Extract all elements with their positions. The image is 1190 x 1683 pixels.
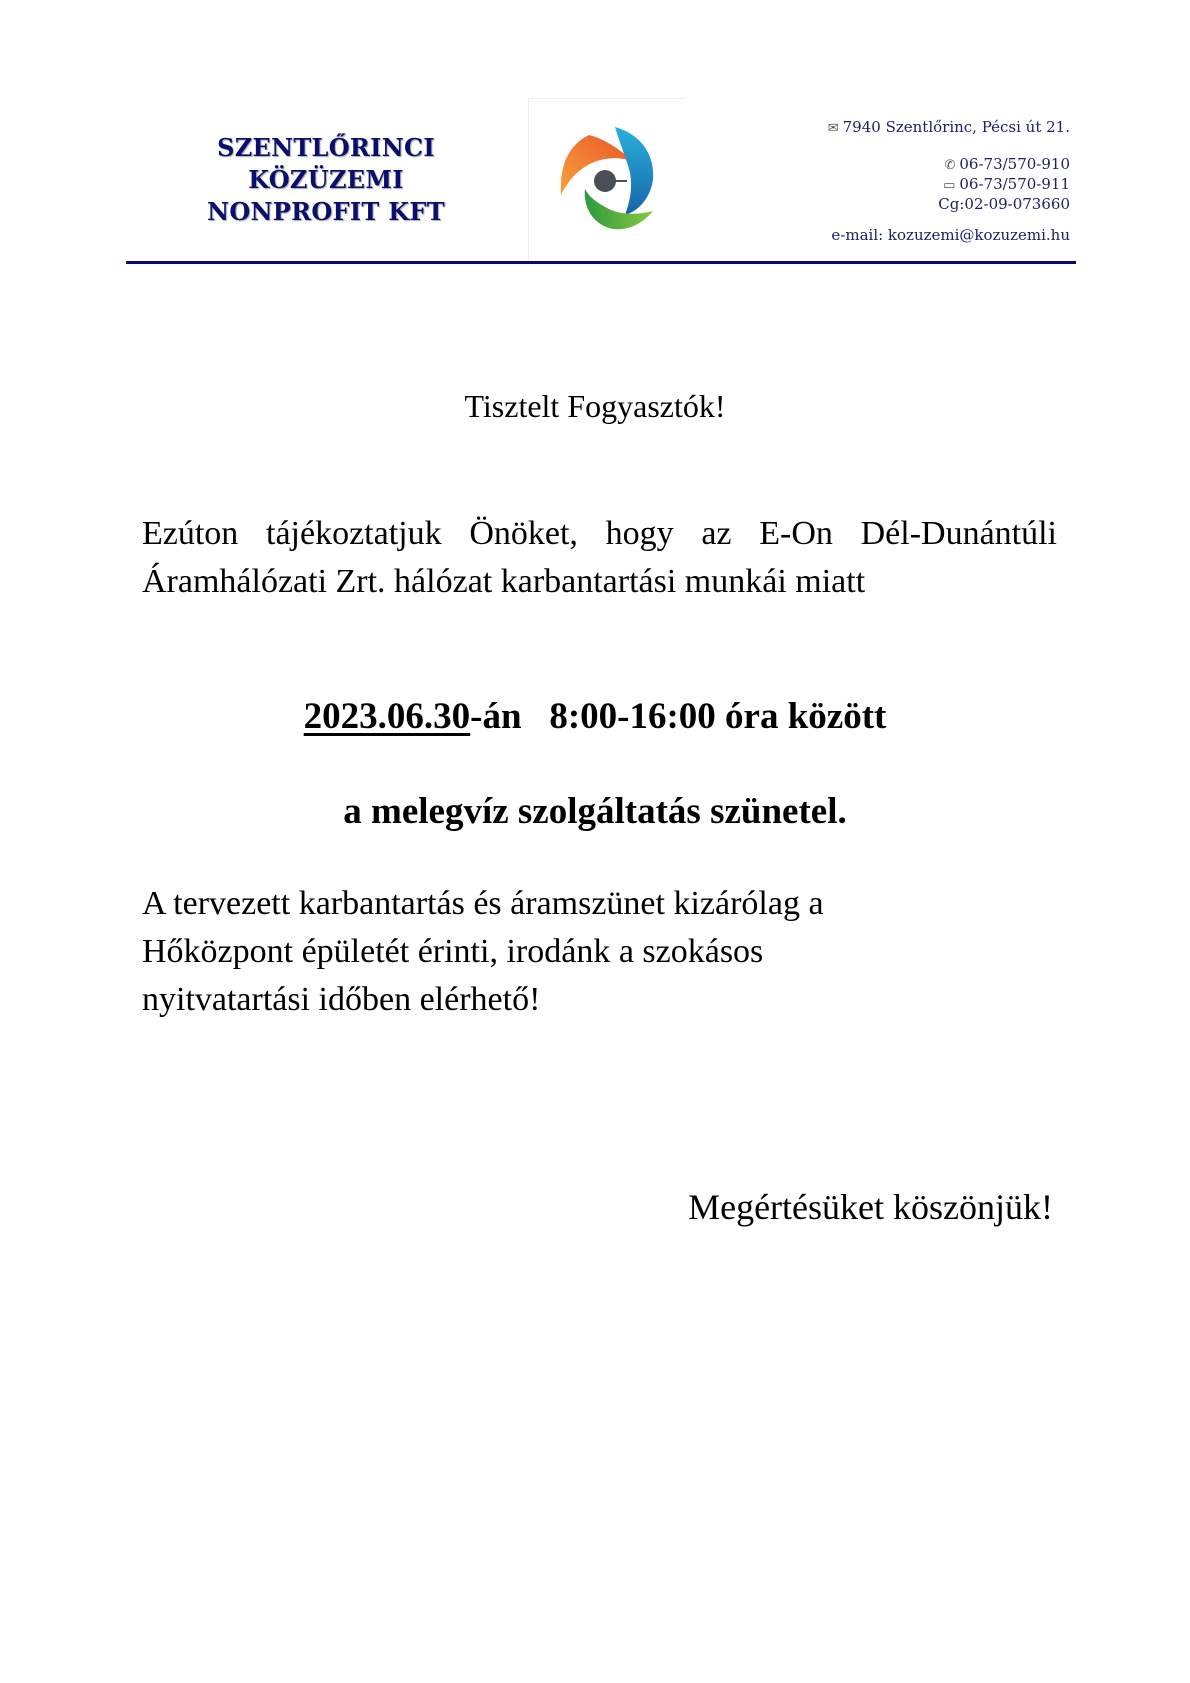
letterhead: [126, 98, 1076, 260]
note-line: A tervezett karbantartás és áramszünet kizárólag a: [142, 885, 824, 922]
time-range: 8:00-16:00 óra között: [549, 696, 887, 737]
closing-line: Megértésüket köszönjük!: [688, 1187, 1053, 1227]
company-name-line: SZENTLŐRINCI: [217, 133, 435, 162]
company-name-line: KÖZÜZEMI: [248, 165, 404, 194]
phone-row: ✆ 06-73/570-910: [944, 155, 1070, 173]
outage-time: [0, 695, 1190, 738]
fax-row: ▭ 06-73/570-911: [943, 175, 1070, 193]
phone-icon: ✆: [944, 158, 956, 173]
service-notice: a melegvíz szolgáltatás szünetel.: [343, 791, 847, 832]
header-divider: [126, 261, 1076, 264]
note-paragraph: [142, 880, 1057, 1024]
contact-block: [828, 118, 1070, 245]
logo: [528, 98, 686, 260]
outage-date: 2023.06.30: [303, 696, 471, 737]
address-row: ✉ 7940 Szentlőrinc, Pécsi út 21.: [827, 118, 1070, 136]
company-registry: Cg:02-09-073660: [938, 195, 1070, 213]
company-name-line: NONPROFIT KFT: [207, 197, 445, 226]
intro-line: Áramhálózati Zrt. hálózat karbantartási munkái miatt: [142, 563, 866, 600]
swirl-logo-icon: [547, 117, 667, 237]
company-name: [196, 132, 456, 228]
email-address: e-mail: kozuzemi@kozuzemi.hu: [831, 226, 1070, 244]
fax-icon: ▭: [943, 178, 956, 193]
date-suffix: -án: [470, 696, 522, 737]
note-line: nyitvatartási időben elérhető!: [142, 981, 541, 1018]
intro-paragraph: [142, 510, 1057, 606]
envelope-icon: ✉: [827, 121, 839, 136]
intro-line: Ezúton tájékoztatjuk Önöket, hogy az E-On Dél-Dunántúli: [142, 515, 1057, 552]
note-line: Hőközpont épületét érinti, irodánk a szokásos: [142, 933, 764, 970]
greeting: Tisztelt Fogyasztók!: [464, 388, 726, 424]
